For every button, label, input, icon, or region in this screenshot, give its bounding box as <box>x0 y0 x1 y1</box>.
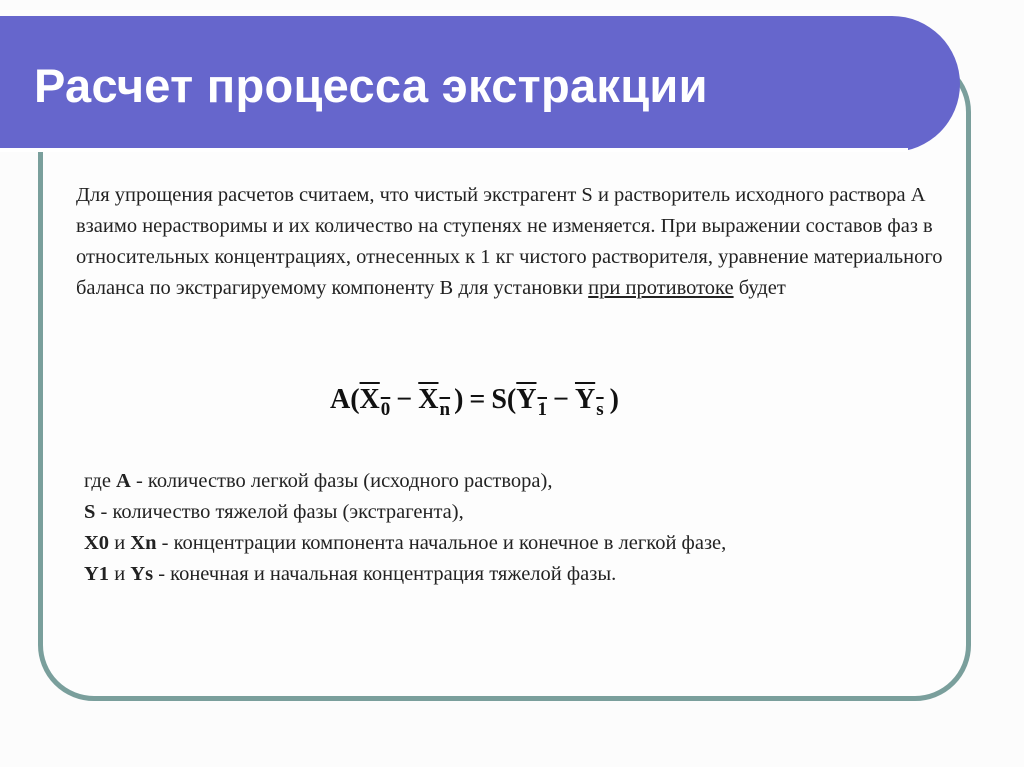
formula-ys-letter: Y <box>574 384 596 415</box>
definition-text: - количество легкой фазы (исходного раствора), <box>130 470 553 492</box>
formula-s: S( <box>491 384 517 415</box>
definitions-list <box>84 466 944 590</box>
title-banner <box>0 16 960 152</box>
definition-term: Xn <box>130 532 157 554</box>
formula-a: A( <box>330 384 360 415</box>
formula-xn-letter: X <box>418 384 439 415</box>
formula-xn-sub: n <box>439 399 451 420</box>
balance-equation <box>330 384 619 434</box>
intro-underlined-phrase: при противотоке <box>588 277 734 299</box>
definition-term: Y1 <box>84 563 110 585</box>
formula-close-1: ) <box>454 384 464 415</box>
formula-x0 <box>360 384 391 421</box>
definition-prefix: где <box>84 470 117 492</box>
formula-ys <box>575 384 604 421</box>
formula-y1 <box>516 384 547 421</box>
slide-title: Расчет процесса экстракции <box>34 59 708 112</box>
intro-text: Для упрощения расчетов считаем, что чистый экстрагент S и растворитель исходного раствора А взаимо нерастворимы и их количество на ступенях не изменяется. При выражении составов фаз в относительных концентрациях, отнесенных к 1 кг чистого растворителя, уравнение материального баланса по экстрагируемому компоненту В для установки <box>76 184 943 299</box>
formula-y1-letter: Y <box>516 384 537 415</box>
definition-item <box>84 528 944 559</box>
formula-x0-sub: 0 <box>380 399 391 420</box>
intro-paragraph <box>76 180 956 304</box>
formula-minus-1: − <box>396 384 413 415</box>
formula-ys-sub: s <box>596 399 604 420</box>
definition-term: Ys <box>130 563 154 585</box>
title-underline-rule <box>0 148 908 152</box>
definition-text: - концентрации компонента начальное и конечное в легкой фазе, <box>156 532 727 554</box>
definition-item <box>84 466 944 497</box>
definition-item <box>84 497 944 528</box>
definition-item <box>84 559 944 590</box>
formula-x0-letter: X <box>359 384 380 415</box>
definition-conjunction: и <box>109 532 131 554</box>
content-frame <box>38 56 971 701</box>
definition-term: А <box>116 470 131 492</box>
definition-term: X0 <box>84 532 110 554</box>
formula-y1-sub: 1 <box>537 399 547 420</box>
formula-equals: = <box>469 384 486 415</box>
definition-conjunction: и <box>109 563 131 585</box>
formula-minus-2: − <box>553 384 569 415</box>
definition-term: S <box>84 501 96 523</box>
formula-close-2: ) <box>609 384 619 415</box>
definition-text: - количество тяжелой фазы (экстрагента), <box>95 501 464 523</box>
formula-xn <box>418 384 450 421</box>
intro-text-end: будет <box>733 277 786 299</box>
definition-text: - конечная и начальная концентрация тяжелой фазы. <box>153 563 617 585</box>
